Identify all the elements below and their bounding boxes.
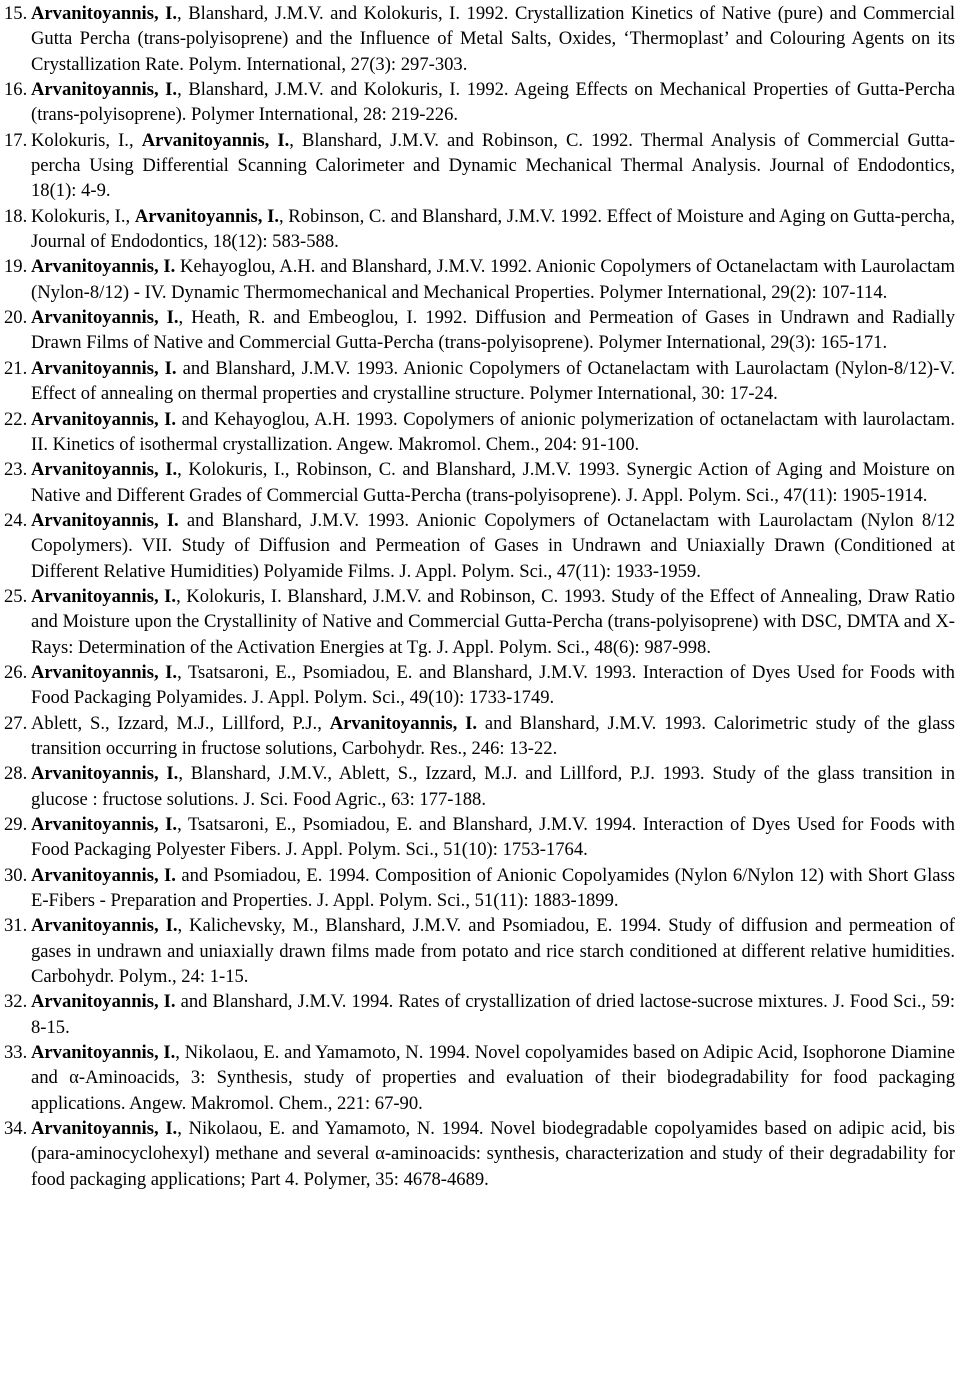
citation-text: , Blanshard, J.M.V. and Kolokuris, I. 1992. Crystallization Kinetics of Native (pure) and Commercial Gutta Percha (trans-polyisoprene) and the Influence of Metal Salts, Oxides, ‘Thermoplast’ and Colouring Agents on its Crystallization Rate. Polym. International, 27(3): 297-303. xyxy=(31,3,955,75)
reference-number: 19. xyxy=(4,256,28,278)
reference-text xyxy=(31,863,955,914)
reference-number: 31. xyxy=(4,915,28,937)
reference-text xyxy=(31,204,955,255)
citation-text: Kehayoglou, A.H. and Blanshard, J.M.V. 1992. Anionic Copolymers of Octanelactam with Laurolactam (Nylon-8/12) - IV. Dynamic Thermomechanical and Mechanical Properties. Polymer International, 29(2): 107-114. xyxy=(31,256,955,303)
reference-text xyxy=(31,508,955,584)
citation-text: Kolokuris, I., xyxy=(31,129,142,151)
citation-text: , Heath, R. and Embeoglou, I. 1992. Diffusion and Permeation of Gases in Undrawn and Radially Drawn Films of Native and Commercial Gutta-Percha (trans-polyisoprene). Polymer International, 29(3): 165-171. xyxy=(31,307,955,354)
reference-text xyxy=(31,660,955,711)
reference-item xyxy=(4,660,955,711)
author-highlight: Arvanitoyannis, I. xyxy=(31,3,178,24)
reference-number: 34. xyxy=(4,1118,28,1140)
author-highlight: Arvanitoyannis, I. xyxy=(31,661,178,683)
reference-item xyxy=(4,77,955,128)
citation-text: , Robinson, C. and Blanshard, J.M.V. 1992. Effect of Moisture and Aging on Gutta-percha, Journal of Endodontics, 18(12): 583-588. xyxy=(31,205,955,253)
reference-item xyxy=(4,305,955,356)
author-highlight: Arvanitoyannis, I. xyxy=(31,991,176,1013)
reference-text xyxy=(31,761,955,812)
reference-text xyxy=(31,356,955,407)
author-highlight: Arvanitoyannis, I. xyxy=(31,509,179,531)
citation-text: and Blanshard, J.M.V. 1994. Rates of crystallization of dried lactose-sucrose mixtures. J. Food Sci., 59: 8-15. xyxy=(31,991,955,1038)
author-highlight: Arvanitoyannis, I. xyxy=(31,864,176,886)
reference-item xyxy=(4,1,955,77)
author-highlight: Arvanitoyannis, I. xyxy=(31,1118,178,1140)
reference-item xyxy=(4,761,955,812)
author-highlight: Arvanitoyannis, I. xyxy=(31,307,179,329)
reference-item xyxy=(4,254,955,305)
author-highlight: Arvanitoyannis, I. xyxy=(31,1042,176,1064)
citation-text: and Blanshard, J.M.V. 1993. Anionic Copolymers of Octanelactam with Laurolactam (Nylon 8/12 Copolymers). VII. Study of Diffusion and Permeation of Gases in Undrawn and Uniaxially Drawn (Conditioned at Different Relative Humidities) Polyamide Films. J. Appl. Polym. Sci., 47(11): 1933-1959. xyxy=(31,509,955,582)
reference-text xyxy=(31,305,955,356)
reference-list xyxy=(4,1,955,1192)
citation-text: , Nikolaou, E. and Yamamoto, N. 1994. Novel copolyamides based on Adipic Acid, Isophorone Diamine and α-Aminoacids, 3: Synthesis, study of properties and evaluation of their biodegradability for food packaging applications. Angew. Makromol. Chem., 221: 67-90. xyxy=(31,1042,955,1114)
reference-number: 29. xyxy=(4,814,28,835)
reference-number: 15. xyxy=(4,3,28,24)
citation-text: and Kehayoglou, A.H. 1993. Copolymers of anionic polymerization of octanelactam with laurolactam. II. Kinetics of isothermal crystallization. Angew. Makromol. Chem., 204: 91-100. xyxy=(31,408,955,455)
reference-number: 16. xyxy=(4,79,28,101)
author-highlight: Arvanitoyannis, I. xyxy=(141,129,290,151)
reference-number: 25. xyxy=(4,585,28,607)
citation-text: Ablett, S., Izzard, M.J., Lillford, P.J., xyxy=(31,712,330,734)
citation-text: , Blanshard, J.M.V., Ablett, S., Izzard, M.J. and Lillford, P.J. 1993. Study of the glass transition in glucose : fructose solutions. J. Sci. Food Agric., 63: 177-188. xyxy=(31,763,955,810)
author-highlight: Arvanitoyannis, I. xyxy=(31,763,179,785)
reference-text xyxy=(31,1040,955,1116)
reference-number: 20. xyxy=(4,307,28,329)
reference-number: 18. xyxy=(4,205,28,227)
reference-text xyxy=(31,711,955,762)
reference-item xyxy=(4,711,955,762)
reference-number: 30. xyxy=(4,864,28,886)
reference-item xyxy=(4,863,955,914)
reference-number: 32. xyxy=(4,991,28,1013)
citation-text: , Blanshard, J.M.V. and Robinson, C. 1992. Thermal Analysis of Commercial Gutta-percha Using Differential Scanning Calorimeter and Dynamic Mechanical Thermal Analysis. Journal of Endodontics, 18(1): 4-9. xyxy=(31,129,955,202)
reference-number: 26. xyxy=(4,661,28,683)
reference-number: 33. xyxy=(4,1042,28,1064)
citation-text: and Blanshard, J.M.V. 1993. Anionic Copolymers of Octanelactam with Laurolactam (Nylon-8/12)-V. Effect of annealing on thermal properties and crystalline structure. Polymer International, 30: 17-24. xyxy=(31,357,955,405)
reference-text xyxy=(31,812,955,863)
reference-item xyxy=(4,128,955,204)
author-highlight: Arvanitoyannis, I. xyxy=(329,712,478,734)
author-highlight: Arvanitoyannis, I. xyxy=(31,585,177,607)
reference-item xyxy=(4,989,955,1040)
reference-text xyxy=(31,989,955,1040)
author-highlight: Arvanitoyannis, I. xyxy=(31,915,178,937)
reference-text xyxy=(31,584,955,660)
citation-text: , Blanshard, J.M.V. and Kolokuris, I. 1992. Ageing Effects on Mechanical Properties of Gutta-Percha (trans-polyisoprene). Polymer International, 28: 219-226. xyxy=(31,79,955,126)
reference-number: 23. xyxy=(4,459,28,481)
reference-text xyxy=(31,128,955,204)
reference-item xyxy=(4,1040,955,1116)
reference-item xyxy=(4,457,955,508)
author-highlight: Arvanitoyannis, I. xyxy=(31,459,178,481)
reference-text xyxy=(31,457,955,508)
reference-number: 24. xyxy=(4,509,28,531)
citation-text: Kolokuris, I., xyxy=(31,205,135,227)
citation-text: , Tsatsaroni, E., Psomiadou, E. and Blanshard, J.M.V. 1993. Interaction of Dyes Used for Foods with Food Packaging Polyamides. J. Appl. Polym. Sci., 49(10): 1733-1749. xyxy=(31,661,955,709)
author-highlight: Arvanitoyannis, I. xyxy=(31,357,177,379)
reference-item xyxy=(4,508,955,584)
citation-text: , Kolokuris, I. Blanshard, J.M.V. and Robinson, C. 1993. Study of the Effect of Annealing, Draw Ratio and Moisture upon the Crystallinity of Native and Commercial Gutta-Percha (trans-polyisoprene) with DSC, DMTA and X-Rays: Determination of the Activation Energies at Tg. J. Appl. Polym. Sci., 48(6): 987-998. xyxy=(31,585,955,658)
reference-number: 22. xyxy=(4,408,28,430)
reference-text xyxy=(31,913,955,989)
reference-item xyxy=(4,407,955,458)
author-highlight: Arvanitoyannis, I. xyxy=(31,814,178,835)
author-highlight: Arvanitoyannis, I. xyxy=(134,205,279,227)
reference-number: 27. xyxy=(4,712,28,734)
reference-item xyxy=(4,812,955,863)
reference-number: 28. xyxy=(4,763,28,785)
reference-text xyxy=(31,77,955,128)
citation-text: , Nikolaou, E. and Yamamoto, N. 1994. Novel biodegradable copolyamides based on adipic acid, bis (para-aminocyclohexyl) methane and several α-aminoacids: synthesis, characterization and study of their degradability for food packaging applications; Part 4. Polymer, 35: 4678-4689. xyxy=(31,1118,955,1190)
citation-text: , Tsatsaroni, E., Psomiadou, E. and Blanshard, J.M.V. 1994. Interaction of Dyes Used for Foods with Food Packaging Polyester Fibers. J. Appl. Polym. Sci., 51(10): 1753-1764. xyxy=(31,814,955,861)
author-highlight: Arvanitoyannis, I. xyxy=(31,256,176,278)
author-highlight: Arvanitoyannis, I. xyxy=(31,79,178,101)
reference-item xyxy=(4,1116,955,1192)
author-highlight: Arvanitoyannis, I. xyxy=(31,408,177,430)
reference-item xyxy=(4,913,955,989)
reference-text xyxy=(31,1,955,77)
reference-item xyxy=(4,356,955,407)
citation-text: and Psomiadou, E. 1994. Composition of Anionic Copolyamides (Nylon 6/Nylon 12) with Short Glass E-Fibers - Preparation and Properties. J. Appl. Polym. Sci., 51(11): 1883-1899. xyxy=(31,864,955,912)
reference-text xyxy=(31,254,955,305)
reference-text xyxy=(31,1116,955,1192)
citation-text: , Kalichevsky, M., Blanshard, J.M.V. and Psomiadou, E. 1994. Study of diffusion and permeation of gases in undrawn and uniaxially drawn films made from potato and rice starch conditioned at different relative humidities. Carbohydr. Polym., 24: 1-15. xyxy=(31,915,955,988)
citation-text: and Blanshard, J.M.V. 1993. Calorimetric study of the glass transition occurring in fructose solutions, Carbohydr. Res., 246: 13-22. xyxy=(31,712,955,759)
reference-number: 21. xyxy=(4,357,28,379)
reference-text xyxy=(31,407,955,458)
citation-text: , Kolokuris, I., Robinson, C. and Blanshard, J.M.V. 1993. Synergic Action of Aging and Moisture on Native and Different Grades of Commercial Gutta-Percha (trans-polyisoprene). J. Appl. Polym. Sci., 47(11): 1905-1914. xyxy=(31,459,955,506)
reference-item xyxy=(4,584,955,660)
reference-item xyxy=(4,204,955,255)
reference-number: 17. xyxy=(4,129,28,151)
